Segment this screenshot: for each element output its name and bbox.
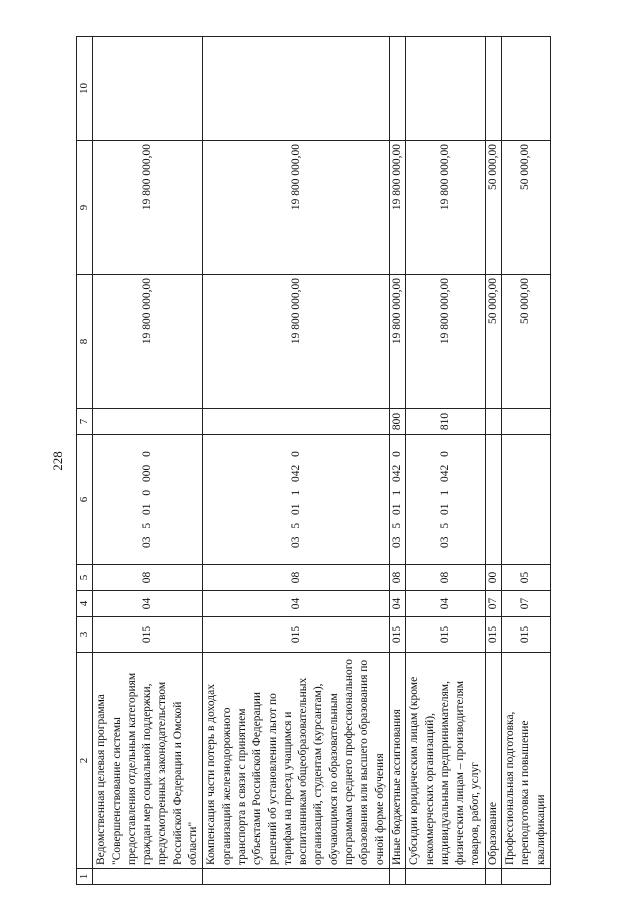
column-header-9: 9	[77, 141, 93, 275]
table-row	[406, 37, 485, 885]
rotated-page	[50, 37, 608, 885]
amount-cell: 19 800 000,00	[406, 275, 485, 409]
subsection-code-cell: 08	[203, 565, 390, 591]
page-number: 228	[50, 451, 65, 471]
subsection-code-cell: 05	[502, 565, 551, 591]
amount-cell: 19 800 000,00	[389, 141, 405, 275]
budget-table	[76, 36, 551, 885]
target-article-cell: 03 5 01 1 042 0	[203, 435, 390, 565]
amount-cell: 19 800 000,00	[203, 275, 390, 409]
column-header-7: 7	[77, 409, 93, 435]
column-header-10: 10	[77, 37, 93, 141]
row-number-cell	[93, 869, 203, 885]
expense-type-cell	[485, 409, 501, 435]
column-header-3: 3	[77, 617, 93, 653]
row-name-cell: Профессиональная подготовка, переподготовка и повышение квалификации	[502, 653, 551, 869]
amount-cell: 50 000,00	[502, 141, 551, 275]
amount-cell: 19 800 000,00	[93, 275, 203, 409]
header-row	[77, 37, 93, 885]
row-number-cell	[485, 869, 501, 885]
ministry-code-cell: 015	[485, 617, 501, 653]
column-header-4: 4	[77, 591, 93, 617]
ministry-code-cell: 015	[406, 617, 485, 653]
section-code-cell: 04	[203, 591, 390, 617]
amount-cell: 19 800 000,00	[203, 141, 390, 275]
column-header-6: 6	[77, 435, 93, 565]
expense-type-cell: 810	[406, 409, 485, 435]
expense-type-cell	[502, 409, 551, 435]
amount-cell	[203, 37, 390, 141]
amount-cell: 50 000,00	[485, 141, 501, 275]
column-header-1: 1	[77, 869, 93, 885]
expense-type-cell: 800	[389, 409, 405, 435]
ministry-code-cell: 015	[389, 617, 405, 653]
amount-cell: 19 800 000,00	[389, 275, 405, 409]
row-number-cell	[203, 869, 390, 885]
row-name-cell: Компенсация части потерь в доходах организаций железнодорожного транспорта в связи с принятием субъектами Российской Федерации решений об установлении льгот по тарифам на проезд учащимся и воспитанникам общеобразовательных организаций, студентам (курсантам), обучающимся по образовательным программам среднего профессионального образования или высшего образования по очной форме обучения	[203, 653, 390, 869]
amount-cell: 19 800 000,00	[93, 141, 203, 275]
amount-cell	[485, 37, 501, 141]
row-number-cell	[406, 869, 485, 885]
column-header-8: 8	[77, 275, 93, 409]
row-name-cell: Субсидии юридическим лицам (кроме некоммерческих организаций), индивидуальным предпринимателям, физическим лицам – производителям товаров, работ, услуг	[406, 653, 485, 869]
row-number-cell	[389, 869, 405, 885]
section-code-cell: 04	[406, 591, 485, 617]
subsection-code-cell: 08	[406, 565, 485, 591]
amount-cell: 19 800 000,00	[406, 141, 485, 275]
ministry-code-cell: 015	[203, 617, 390, 653]
amount-cell: 50 000,00	[485, 275, 501, 409]
subsection-code-cell: 08	[93, 565, 203, 591]
amount-cell	[406, 37, 485, 141]
table-row	[203, 37, 390, 885]
table-row	[389, 37, 405, 885]
subsection-code-cell: 08	[389, 565, 405, 591]
row-name-cell: Иные бюджетные ассигнования	[389, 653, 405, 869]
target-article-cell: 03 5 01 0 000 0	[93, 435, 203, 565]
expense-type-cell	[93, 409, 203, 435]
target-article-cell	[485, 435, 501, 565]
table-row	[485, 37, 501, 885]
table-row	[93, 37, 203, 885]
target-article-cell: 03 5 01 1 042 0	[406, 435, 485, 565]
row-number-cell	[502, 869, 551, 885]
row-name-cell: Образование	[485, 653, 501, 869]
amount-cell	[93, 37, 203, 141]
section-code-cell: 04	[93, 591, 203, 617]
amount-cell: 50 000,00	[502, 275, 551, 409]
table-row	[502, 37, 551, 885]
target-article-cell	[502, 435, 551, 565]
section-code-cell: 07	[502, 591, 551, 617]
ministry-code-cell: 015	[93, 617, 203, 653]
amount-cell	[389, 37, 405, 141]
amount-cell	[502, 37, 551, 141]
section-code-cell: 07	[485, 591, 501, 617]
row-name-cell: Ведомственная целевая программа "Совершенствование системы предоставления отдельным категориям граждан мер социальной поддержки, предусмотренных законодательством Российской Федерации и Омской области"	[93, 653, 203, 869]
column-header-2: 2	[77, 653, 93, 869]
section-code-cell: 04	[389, 591, 405, 617]
ministry-code-cell: 015	[502, 617, 551, 653]
target-article-cell: 03 5 01 1 042 0	[389, 435, 405, 565]
expense-type-cell	[203, 409, 390, 435]
column-header-5: 5	[77, 565, 93, 591]
subsection-code-cell: 00	[485, 565, 501, 591]
